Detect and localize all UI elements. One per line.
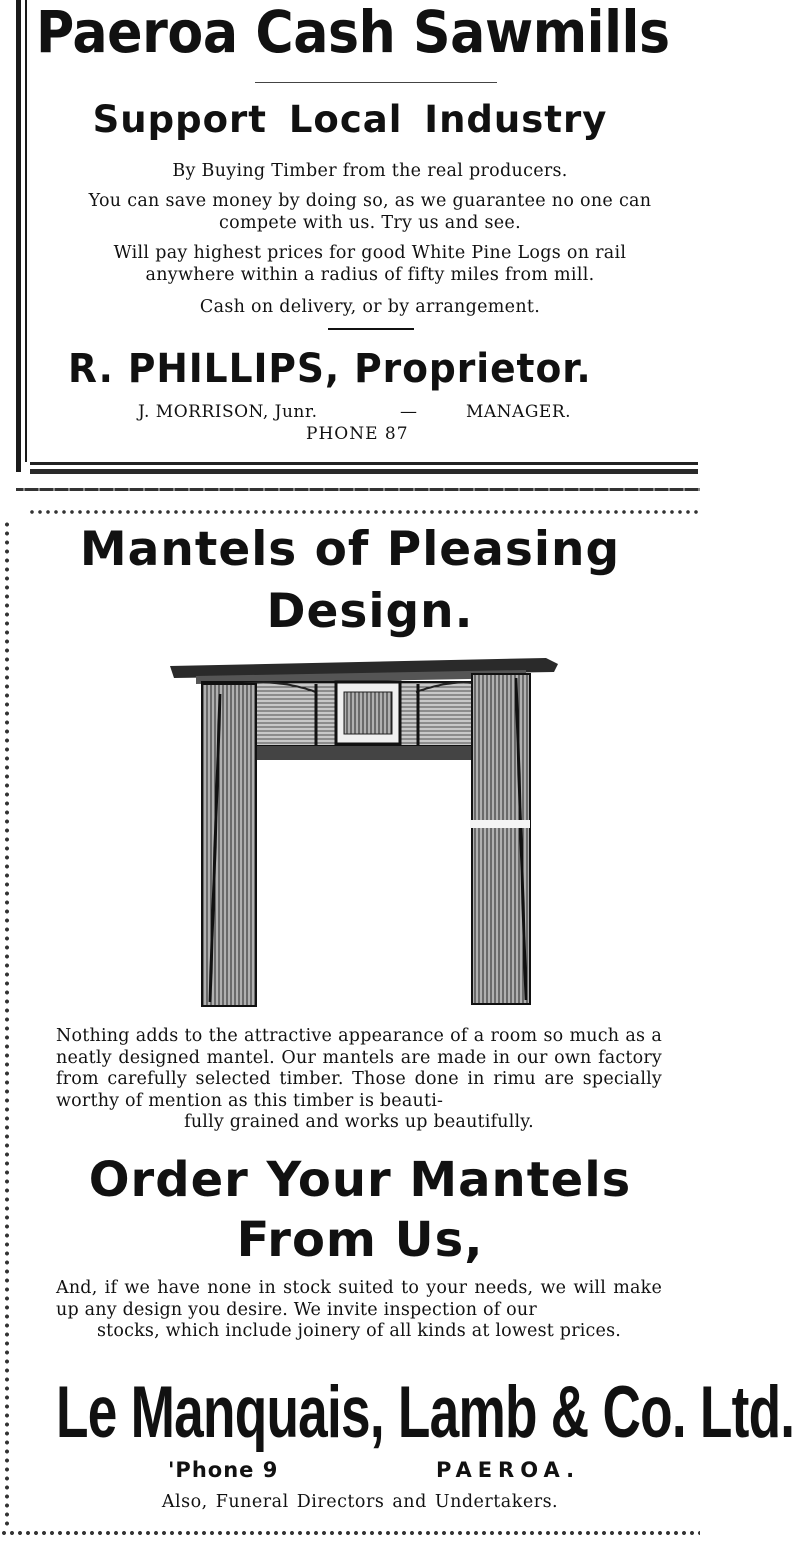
offer-last-line: stocks, which include joinery of all kinds at lowest prices. bbox=[96, 1321, 622, 1341]
border-rule-left bbox=[16, 0, 21, 472]
description-text: Nothing adds to the attractive appearance of a room so much as a neatly designed mantel. Our mantels are made in our own factory from carefully selected timber. Those done in rimu are specially worthy of mention as this timber is beauti- bbox=[56, 1026, 662, 1111]
company-phone: 'Phone 9 bbox=[168, 1458, 279, 1482]
divider bbox=[255, 82, 497, 83]
mantel-headline-1: Mantels of Pleasing bbox=[79, 522, 621, 577]
company-town: PAEROA. bbox=[436, 1458, 581, 1482]
sawmill-line-1: By Buying Timber from the real producers. bbox=[172, 161, 568, 181]
divider-short bbox=[328, 328, 414, 330]
sawmill-line-3: Will pay highest prices for good White Pine Logs on rail anywhere within a radius of fifty miles from mill. bbox=[113, 243, 627, 285]
mantel-illustration bbox=[166, 654, 560, 1010]
description-last-line: fully grained and works up beautifully. bbox=[184, 1112, 534, 1132]
order-headline-1: Order Your Mantels bbox=[88, 1152, 632, 1208]
offer-text bbox=[56, 1278, 662, 1343]
sawmill-line-4: Cash on delivery, or by arrangement. bbox=[199, 297, 541, 317]
funeral-note: Also, Funeral Directors and Undertakers. bbox=[161, 1492, 559, 1512]
dotted-border-bottom bbox=[0, 1528, 700, 1538]
sawmill-phone: PHONE 87 bbox=[306, 424, 409, 444]
mantel-headline-2: Design. bbox=[266, 584, 474, 639]
sawmill-line-2: You can save money by doing so, as we guarantee no one can compete with us. Try us and see. bbox=[88, 191, 652, 233]
border-rule-bottom-thick bbox=[30, 469, 698, 474]
manager-dash: — bbox=[400, 402, 418, 422]
manager-title: MANAGER. bbox=[466, 402, 572, 422]
border-rule-bottom bbox=[30, 462, 698, 465]
manager-line bbox=[138, 402, 678, 422]
mantel-advertisement bbox=[0, 500, 794, 1544]
border-rule-separator bbox=[16, 488, 700, 491]
order-headline-2: From Us, bbox=[236, 1212, 484, 1268]
dotted-border-left bbox=[2, 520, 12, 1530]
sawmill-advertisement bbox=[0, 0, 700, 482]
company-name: Le Manquais, Lamb & Co. Ltd. bbox=[56, 1371, 794, 1453]
sawmill-slogan: Support Local Industry bbox=[92, 98, 608, 141]
manager-name: J. MORRISON, Junr. bbox=[138, 402, 318, 422]
border-rule-left-inner bbox=[25, 0, 27, 462]
mantel-description bbox=[56, 1026, 662, 1134]
offer-body: And, if we have none in stock suited to your needs, we will make up any design you desire. We invite inspection of our bbox=[56, 1278, 662, 1320]
proprietor-name: R. PHILLIPS, Proprietor. bbox=[68, 346, 592, 392]
dotted-border-top bbox=[28, 508, 700, 516]
sawmill-title: Paeroa Cash Sawmills bbox=[36, 0, 670, 66]
